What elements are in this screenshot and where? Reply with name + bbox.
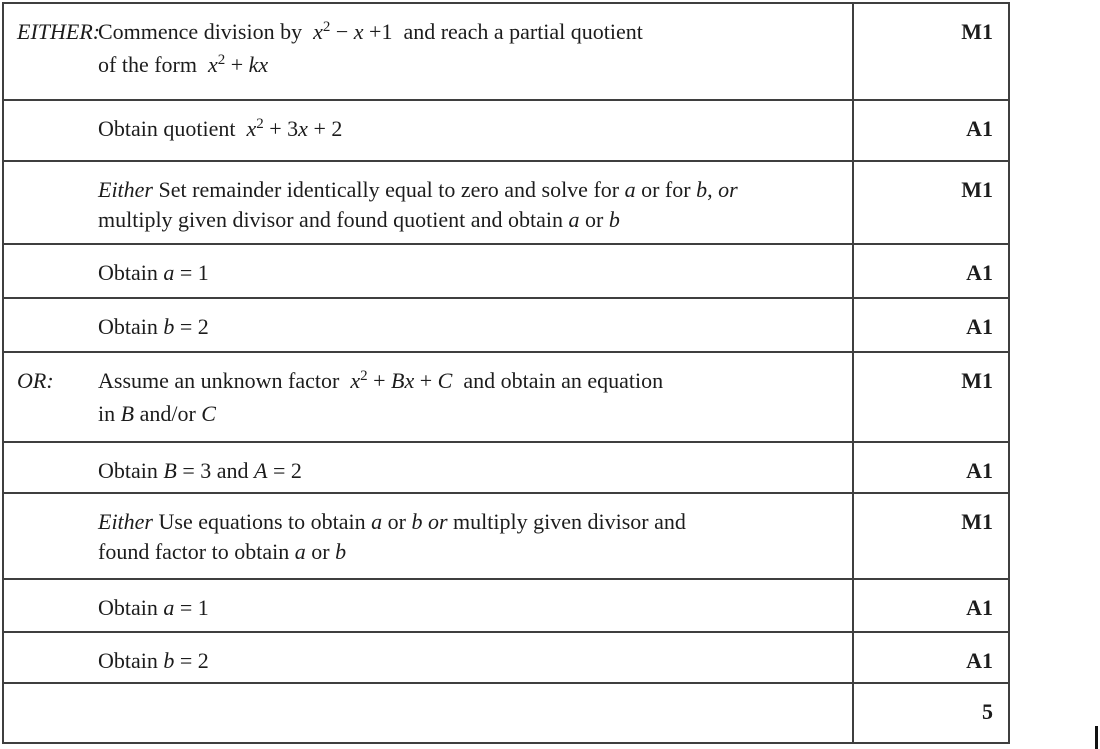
text-run: a [624, 177, 636, 202]
text-run: multiply given divisor and [447, 509, 686, 534]
text-run: kx [248, 52, 269, 77]
criterion-text [98, 366, 852, 441]
text-run: a [371, 509, 383, 534]
criterion-text [98, 114, 852, 160]
text-run: B [120, 401, 135, 426]
mark-cell: M1 [852, 494, 1008, 578]
option-label [4, 456, 98, 492]
text-run: a [163, 260, 175, 285]
criterion-text [98, 175, 852, 243]
mark-cell: A1 [852, 633, 1008, 682]
criterion-text [98, 646, 852, 682]
text-run: Obtain [98, 260, 164, 285]
mark-cell: A1 [852, 443, 1008, 492]
criterion-cell [4, 684, 852, 742]
criterion-text-line [98, 507, 852, 537]
text-run: x [298, 116, 308, 141]
table-row [4, 580, 1008, 633]
text-run: = 1 [174, 260, 209, 285]
criterion-text-line [98, 366, 852, 399]
mark-cell: A1 [852, 580, 1008, 631]
criterion-cell [4, 353, 852, 441]
option-label [4, 312, 98, 351]
mark-cell: A1 [852, 299, 1008, 351]
text-run: x [246, 116, 257, 141]
option-label [4, 593, 98, 631]
text-run: Obtain [98, 648, 164, 673]
text-run: + 3 [263, 116, 299, 141]
text-run: = 1 [174, 595, 209, 620]
text-run: or for [635, 177, 697, 202]
text-run: Obtain [98, 314, 164, 339]
text-run: b [163, 314, 175, 339]
mark-cell: M1 [852, 4, 1008, 99]
criterion-text-line [98, 258, 852, 288]
table-row [4, 299, 1008, 353]
criterion-text [98, 312, 852, 351]
text-run: b [335, 539, 347, 564]
text-run: of the form [98, 52, 208, 77]
criterion-text [98, 17, 852, 99]
text-run: b [696, 177, 708, 202]
criterion-cell [4, 162, 852, 243]
criterion-text [98, 258, 852, 297]
mark-cell: 5 [852, 684, 1008, 742]
text-run: Obtain [98, 595, 164, 620]
text-run: + [367, 368, 392, 393]
text-run: = 3 and [176, 458, 255, 483]
criterion-text [98, 456, 852, 492]
criterion-text-line [98, 312, 852, 342]
criterion-cell [4, 4, 852, 99]
text-run: Set remainder identically equal to zero and solve for [153, 177, 625, 202]
text-run: or [305, 539, 336, 564]
table-row [4, 101, 1008, 162]
criterion-cell [4, 580, 852, 631]
criterion-cell [4, 633, 852, 682]
text-run: x [353, 19, 364, 44]
option-label: EITHER: [17, 19, 101, 44]
criterion-text-line [98, 114, 852, 147]
criterion-text-line [98, 50, 852, 83]
text-run: or [718, 177, 738, 202]
text-run: or [579, 207, 609, 232]
text-run: x [350, 368, 361, 393]
text-run: Either [98, 177, 153, 202]
text-run: A [254, 458, 268, 483]
option-label [4, 697, 98, 742]
text-run: a [294, 539, 306, 564]
criterion-text [98, 507, 852, 578]
text-run: multiply given divisor and found quotient and obtain [98, 207, 569, 232]
table-row [4, 4, 1008, 101]
text-run: + 2 [307, 116, 343, 141]
text-run: 2 [360, 368, 368, 384]
criterion-cell [4, 443, 852, 492]
text-run: 2 [322, 19, 331, 35]
option-label [4, 258, 98, 297]
text-run: − [330, 19, 354, 44]
text-cursor-mark [1095, 726, 1098, 749]
table-row [4, 494, 1008, 580]
criterion-cell [4, 101, 852, 160]
criterion-text [98, 697, 852, 742]
criterion-cell [4, 245, 852, 297]
text-run: Assume an unknown factor [98, 368, 351, 393]
text-run: and obtain an equation [452, 368, 664, 393]
option-label [4, 646, 98, 682]
text-run: C [201, 401, 216, 426]
text-run: C [437, 368, 453, 393]
text-run: +1 and reach a partial quotient [363, 19, 643, 44]
criterion-text-line [98, 175, 852, 205]
mark-cell: A1 [852, 245, 1008, 297]
text-run: 2 [217, 52, 226, 68]
option-label [4, 114, 98, 160]
mark-cell: A1 [852, 101, 1008, 160]
text-run: x [207, 52, 218, 77]
criterion-text-line [98, 537, 852, 567]
mark-scheme-table [2, 2, 1010, 744]
text-run: or [427, 509, 448, 534]
mark-cell: M1 [852, 162, 1008, 243]
text-run: + [414, 368, 438, 393]
criterion-text-line [98, 205, 852, 235]
text-run: b [411, 509, 423, 534]
text-run: in [98, 401, 121, 426]
text-run: or [382, 509, 412, 534]
text-run: a [163, 595, 175, 620]
text-run: , [707, 177, 719, 202]
criterion-text-line [98, 456, 852, 486]
text-run: Obtain [98, 458, 164, 483]
text-run: + [225, 52, 249, 77]
text-run: a [568, 207, 580, 232]
criterion-text-line [98, 17, 852, 50]
table-row [4, 162, 1008, 245]
table-row [4, 443, 1008, 494]
table-row [4, 633, 1008, 684]
text-run: Obtain quotient [98, 116, 247, 141]
text-run: Commence division by [98, 19, 314, 44]
option-label [4, 175, 98, 243]
criterion-cell [4, 494, 852, 578]
table-row [4, 684, 1008, 742]
text-run: b [163, 648, 175, 673]
criterion-text-line [98, 399, 852, 429]
text-run: B [163, 458, 177, 483]
criterion-text-line [98, 593, 852, 623]
criterion-text [98, 593, 852, 631]
text-run: x [313, 19, 323, 44]
option-label: OR: [17, 368, 54, 393]
table-row [4, 245, 1008, 299]
text-run: 2 [256, 116, 264, 132]
text-run: and/or [134, 401, 202, 426]
table-row [4, 353, 1008, 443]
criterion-text-line [98, 646, 852, 676]
mark-cell: M1 [852, 353, 1008, 441]
option-label [4, 507, 98, 578]
text-run: found factor to obtain [98, 539, 295, 564]
criterion-cell [4, 299, 852, 351]
text-run: Bx [391, 368, 415, 393]
text-run: b [608, 207, 620, 232]
text-run: Use equations to obtain [153, 509, 372, 534]
text-run: = 2 [267, 458, 302, 483]
text-run: = 2 [174, 648, 209, 673]
text-run: = 2 [174, 314, 209, 339]
text-run: Either [98, 509, 153, 534]
